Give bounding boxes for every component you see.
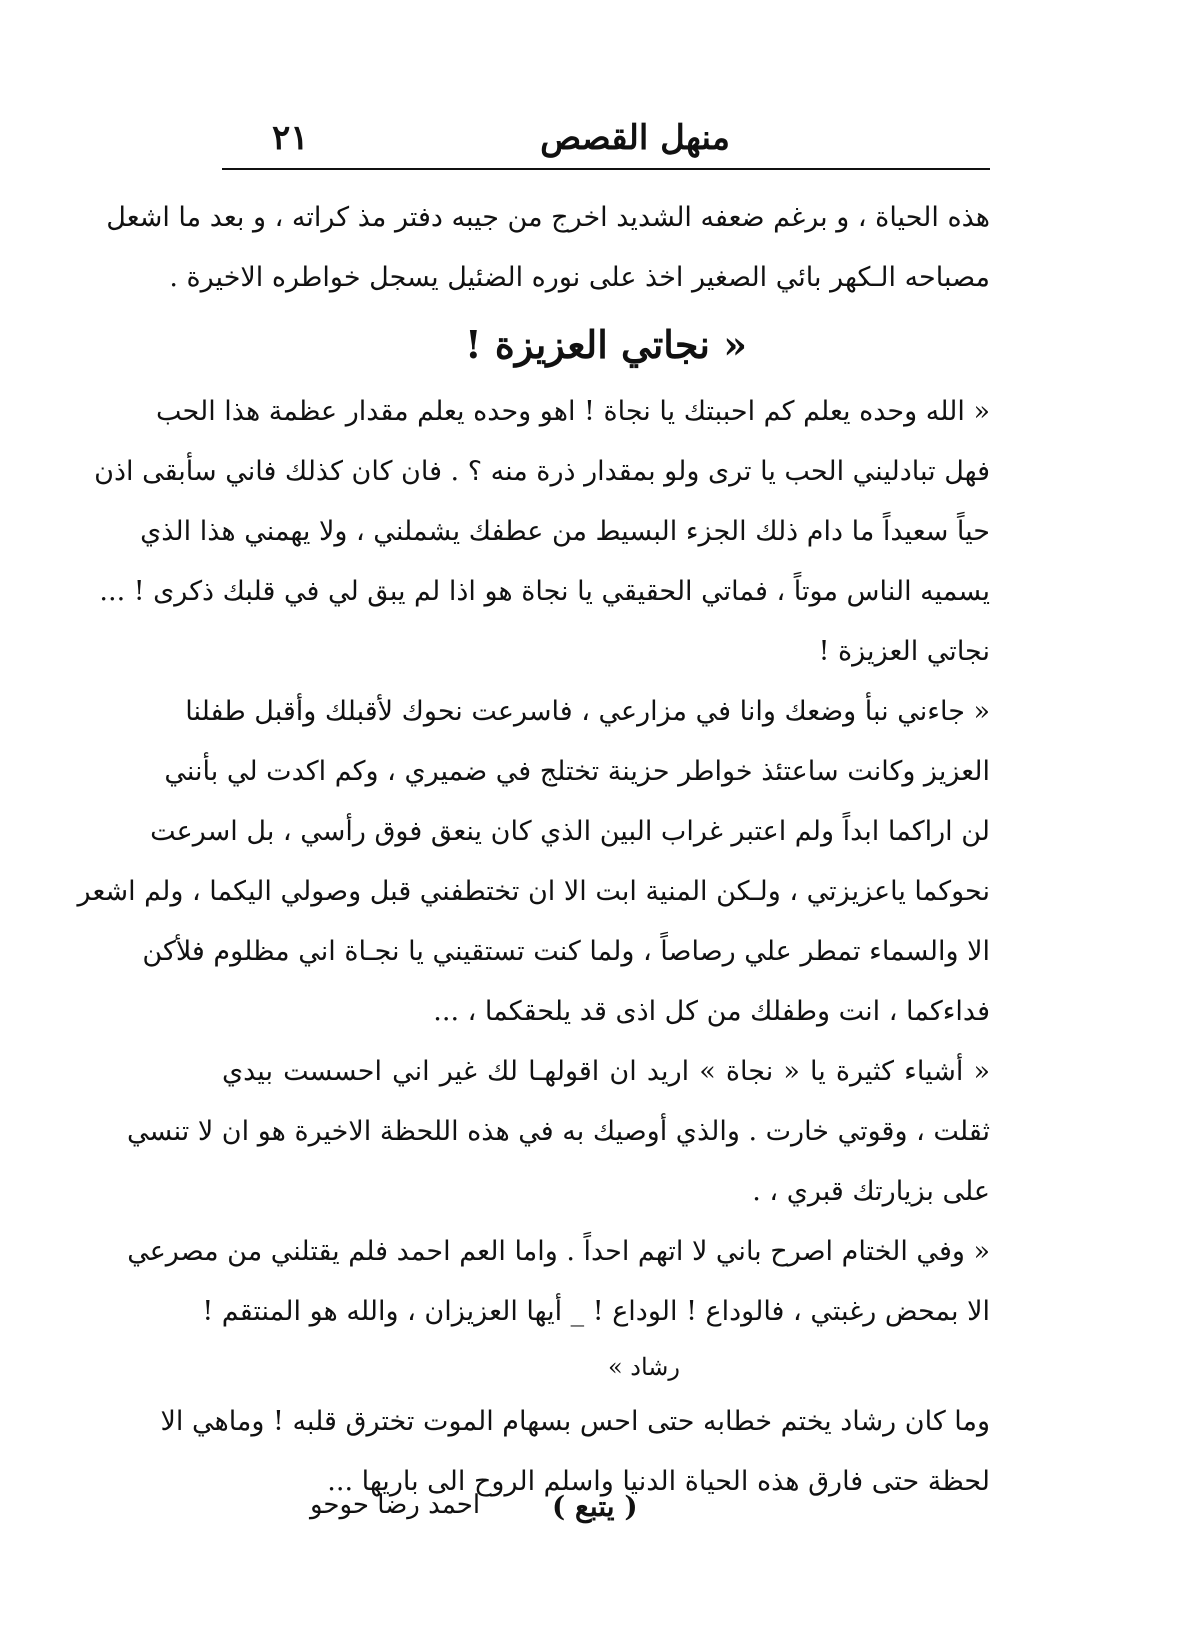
intro-line: هذه الحياة ، و برغم ضعفه الشديد اخرج من جيبه دفتر مذ كراته ، و بعد ما اشعل — [106, 202, 990, 233]
para4-line: « وفي الختام اصرح باني لا اتهم احداً . واما العم احمد فلم يقتلني من مصرعي — [127, 1236, 990, 1267]
para1-line: « الله وحده يعلم كم احببتك يا نجاة ! اهو وحده يعلم مقدار عظمة هذا الحب — [156, 396, 990, 427]
para4-line: الا بمحض رغبتي ، فالوداع ! الوداع ! _ أيها العزيزان ، والله هو المنتقم ! — [202, 1296, 990, 1327]
para3-line: ثقلت ، وقوتي خارت . والذي أوصيك به في هذه اللحظة الاخيرة هو ان لا تنسي — [126, 1116, 990, 1147]
letter-salutation: « نجاتي العزيزة ! — [465, 322, 747, 367]
closing-line: وما كان رشاد يختم خطابه حتى احس بسهام الموت تخترق قلبه ! وماهي الا — [160, 1406, 990, 1437]
to-be-continued: ( يتبع ) — [552, 1490, 638, 1523]
page-header — [222, 104, 990, 170]
para2-line: « جاءني نبأ وضعك وانا في مزارعي ، فاسرعت نحوك لأقبلك وأقبل طفلنا — [185, 696, 990, 727]
closing-line: لحظة حتى فارق هذه الحياة الدنيا واسلم الروح الى باريها ... — [327, 1466, 990, 1497]
para2-line: فداءكما ، انت وطفلك من كل اذى قد يلحقكما ، ... — [433, 996, 990, 1027]
para1-line: فهل تبادليني الحب يا ترى ولو بمقدار ذرة منه ؟ . فان كان كذلك فاني سأبقى اذن — [94, 456, 990, 487]
para2-line: نحوكما ياعزيزتي ، ولـكن المنية ابت الا ان تختطفني قبل وصولي اليكما ، ولم اشعر — [77, 876, 990, 907]
para1-line: حياً سعيداً ما دام ذلك الجزء البسيط من عطفك يشملني ، ولا يهمني هذا الذي — [140, 516, 990, 547]
letter-signature: رشاد » — [607, 1353, 680, 1381]
intro-line: مصباحه الـكهر بائي الصغير اخذ على نوره الضئيل يسجل خواطره الاخيرة . — [169, 262, 990, 293]
author-name: احمد رضا حوحو — [310, 1490, 481, 1520]
para3-line: « أشياء كثيرة يا « نجاة » اريد ان اقولهـا لك غير اني احسست بيدي — [222, 1056, 990, 1087]
article-body — [77, 188, 990, 1512]
running-title: منهل القصص — [540, 118, 730, 158]
page-number: ٢١ — [272, 118, 309, 158]
page-footer — [222, 1484, 990, 1544]
para2-line: الا والسماء تمطر علي رصاصاً ، ولما كنت تستقيني يا نجـاة اني مظلوم فلأكن — [142, 936, 990, 967]
para3-line: على بزيارتك قبري ، . — [752, 1176, 990, 1207]
para2-line: العزيز وكانت ساعتئذ خواطر حزينة تختلج في ضميري ، وكم اكدت لي بأنني — [164, 756, 990, 787]
para1-line: يسميه الناس موتاً ، فماتي الحقيقي يا نجاة هو اذا لم يبق لي في قلبك ذكرى ! ... — [99, 576, 990, 607]
para1-line: نجاتي العزيزة ! — [818, 636, 990, 667]
para2-line: لن اراكما ابداً ولم اعتبر غراب البين الذي كان ينعق فوق رأسي ، بل اسرعت — [150, 816, 990, 847]
